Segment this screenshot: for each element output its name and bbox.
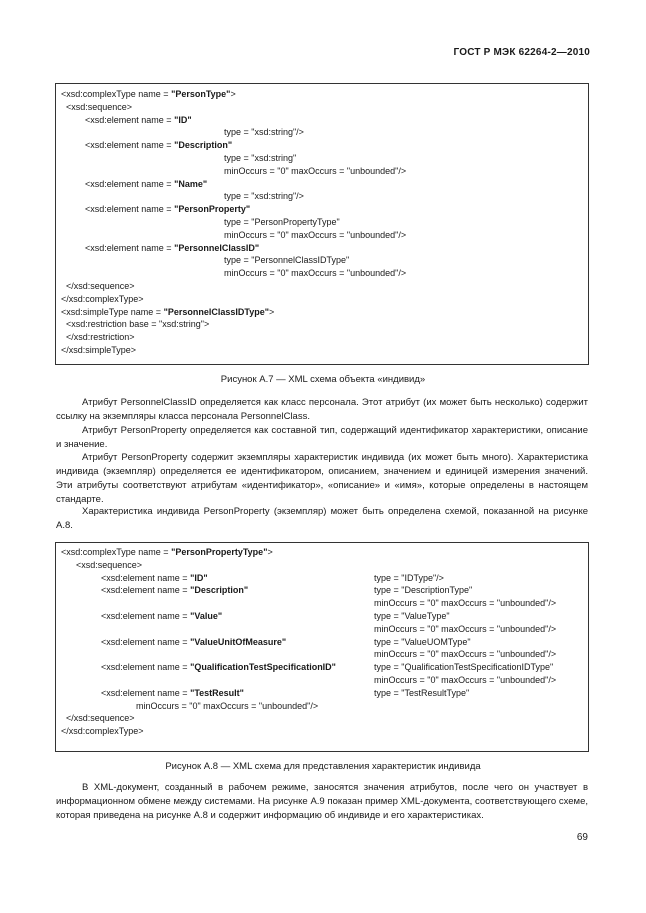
code-fragment: </xsd:sequence> <box>66 280 135 291</box>
code-line <box>56 572 588 585</box>
paragraph: Характеристика индивида PersonProperty (экземпляр) может быть определена схемой, показанной на рисунке А.8. <box>56 506 588 531</box>
code-type-declaration: type = "IDType"/> <box>374 572 444 583</box>
code-type-declaration: minOccurs = "0" maxOccurs = "unbounded"/> <box>374 598 557 609</box>
code-line-text <box>85 242 259 255</box>
code-fragment: <xsd:complexType name = <box>61 89 172 99</box>
code-line <box>56 178 588 191</box>
paragraph: Атрибут PersonProperty содержит экземпляры характеристик индивида (их может быть много). Характеристика индивида (экземпляр) определяется ее идентификатором, описанием, значением и единицей измерения значений. Эти атрибуты соответствуют атрибутам «идентификатор», «описание» и «имя», которые определены в настоящем стандарте. <box>56 452 588 505</box>
code-line <box>56 114 588 127</box>
code-line <box>56 344 588 357</box>
code-fragment: > <box>267 547 273 557</box>
code-line <box>56 712 588 725</box>
code-type-declaration: type = "DescriptionType" <box>374 585 473 596</box>
code-fragment: minOccurs = "0" maxOccurs = "unbounded"/> <box>224 229 407 240</box>
code-type-declaration: minOccurs = "0" maxOccurs = "unbounded"/> <box>374 623 557 634</box>
code-fragment: <xsd:sequence> <box>76 559 143 570</box>
figure-a7-caption: Рисунок А.7 — XML схема объекта «индивид» <box>220 374 426 385</box>
code-line <box>56 318 588 331</box>
code-line-text <box>101 610 222 623</box>
code-fragment: </xsd:simpleType> <box>61 344 137 355</box>
code-fragment: <xsd:simpleType name = <box>61 306 164 317</box>
code-line-text <box>61 344 136 357</box>
code-fragment: <xsd:element name = <box>85 242 175 253</box>
code-line <box>56 229 588 242</box>
code-fragment: <xsd:restriction base = "xsd:string"> <box>66 319 210 330</box>
code-fragment: type = "PersonnelClassIDType" <box>224 255 350 266</box>
code-line-text <box>101 584 248 597</box>
code-line-text <box>61 546 273 559</box>
code-fragment: <xsd:element name = <box>101 636 191 647</box>
code-attribute-value: "PersonType" <box>171 89 231 99</box>
code-line-text <box>101 687 244 700</box>
code-fragment: type = "xsd:string"/> <box>224 127 304 138</box>
code-attribute-value: "QualificationTestSpecificationID" <box>190 662 336 673</box>
code-line <box>56 648 588 661</box>
code-line <box>56 216 588 229</box>
code-fragment: type = "PersonPropertyType" <box>224 216 340 227</box>
code-attribute-value: "PersonProperty" <box>174 204 251 215</box>
code-fragment: <xsd:complexType name = <box>61 547 172 557</box>
code-fragment: <xsd:element name = <box>101 687 191 698</box>
xml-schema-figure-a8 <box>55 542 589 752</box>
code-line-text <box>224 165 406 178</box>
code-line-text <box>66 331 135 344</box>
code-line-text <box>224 229 406 242</box>
code-line <box>56 139 588 152</box>
code-line <box>56 584 588 597</box>
code-line-text <box>61 293 144 306</box>
code-line <box>56 546 588 559</box>
code-line-text <box>101 572 208 585</box>
code-attribute-value: "Description" <box>174 140 233 151</box>
code-line-text <box>66 712 135 725</box>
paragraph: Атрибут PersonProperty определяется как составной тип, содержащий идентификатор характеристики, описание и значение. <box>56 425 588 450</box>
figure-a8-caption: Рисунок А.8 — XML схема для представления характеристик индивида <box>165 761 481 772</box>
code-line-text <box>76 559 142 572</box>
code-line <box>56 597 588 610</box>
code-fragment: </xsd:sequence> <box>66 713 135 724</box>
code-fragment: </xsd:complexType> <box>61 293 144 304</box>
code-line-text <box>66 101 132 114</box>
code-fragment: minOccurs = "0" maxOccurs = "unbounded"/> <box>136 700 319 711</box>
code-line <box>56 636 588 649</box>
code-line-text <box>224 126 304 139</box>
code-type-declaration: minOccurs = "0" maxOccurs = "unbounded"/> <box>374 649 557 660</box>
paragraph: В XML-документ, созданный в рабочем режиме, заносятся значения атрибутов, после чего он участвует в информационном обмене между системами. На рисунке А.9 показан пример XML-документа, соответствующего схеме, которая приведена на рисунке А.8 и содержит информацию об индивиде и его характеристиках. <box>56 782 588 821</box>
code-line <box>56 267 588 280</box>
code-fragment: type = "xsd:string"/> <box>224 191 304 202</box>
page-number: 69 <box>576 832 588 843</box>
xml-schema-figure-a7 <box>55 83 589 365</box>
code-fragment: <xsd:element name = <box>85 178 175 189</box>
code-line-text <box>136 700 318 713</box>
code-attribute-value: "Name" <box>174 178 208 189</box>
code-fragment: <xsd:element name = <box>85 204 175 215</box>
code-line <box>56 610 588 623</box>
code-fragment: minOccurs = "0" maxOccurs = "unbounded"/> <box>224 268 407 279</box>
code-fragment: <xsd:element name = <box>101 662 191 673</box>
code-line-text <box>224 152 296 165</box>
code-type-declaration: type = "QualificationTestSpecificationIDType" <box>374 662 554 673</box>
code-line <box>56 101 588 114</box>
paragraph: Атрибут PersonnelClassID определяется как класс персонала. Этот атрибут (их может быть несколько) содержит ссылку на экземпляры класса персонала PersonnelClass. <box>56 397 588 422</box>
code-fragment: <xsd:element name = <box>85 140 175 151</box>
code-line <box>56 242 588 255</box>
code-attribute-value: "PersonnelClassIDType" <box>163 306 269 317</box>
code-fragment: > <box>230 89 236 99</box>
code-line-text <box>101 636 286 649</box>
code-line <box>56 559 588 572</box>
code-fragment: <xsd:sequence> <box>66 101 133 112</box>
code-fragment: </xsd:complexType> <box>61 726 144 737</box>
code-line-text <box>61 725 144 738</box>
code-line-text <box>224 267 406 280</box>
code-attribute-value: "TestResult" <box>190 687 244 698</box>
code-type-declaration: type = "ValueUOMType" <box>374 636 471 647</box>
code-line-text <box>61 306 274 319</box>
code-type-declaration: minOccurs = "0" maxOccurs = "unbounded"/> <box>374 674 557 685</box>
code-attribute-value: "PersonPropertyType" <box>171 547 268 557</box>
code-fragment: <xsd:element name = <box>85 114 175 125</box>
code-line-text <box>101 661 336 674</box>
code-fragment: <xsd:element name = <box>101 585 191 596</box>
code-line <box>56 254 588 267</box>
code-line <box>56 190 588 203</box>
code-line-text <box>224 190 304 203</box>
code-line-text <box>85 139 232 152</box>
code-attribute-value: "ID" <box>174 114 192 125</box>
code-line-text <box>66 280 135 293</box>
code-fragment: minOccurs = "0" maxOccurs = "unbounded"/> <box>224 165 407 176</box>
code-attribute-value: "ValueUnitOfMeasure" <box>190 636 287 647</box>
code-line-text <box>224 254 349 267</box>
code-fragment: </xsd:restriction> <box>66 332 135 343</box>
code-line <box>56 280 588 293</box>
code-line <box>56 293 588 306</box>
code-line-text <box>61 88 236 101</box>
code-type-declaration: type = "ValueType" <box>374 610 450 621</box>
code-fragment: > <box>268 306 275 317</box>
code-line-text <box>66 318 209 331</box>
code-attribute-value: "ID" <box>190 572 208 583</box>
code-fragment: <xsd:element name = <box>101 572 191 583</box>
code-line <box>56 152 588 165</box>
document-header: ГОСТ Р МЭК 62264-2—2010 <box>453 47 590 58</box>
code-line <box>56 88 588 101</box>
code-line-text <box>85 114 192 127</box>
code-line-text <box>85 178 207 191</box>
code-line <box>56 203 588 216</box>
code-line <box>56 674 588 687</box>
code-type-declaration: type = "TestResultType" <box>374 687 470 698</box>
code-attribute-value: "Description" <box>190 585 249 596</box>
code-line <box>56 126 588 139</box>
code-line-text <box>85 203 250 216</box>
code-attribute-value: "PersonnelClassID" <box>174 242 260 253</box>
code-fragment: type = "xsd:string" <box>224 152 297 163</box>
code-line <box>56 687 588 700</box>
code-attribute-value: "Value" <box>190 610 223 621</box>
code-line <box>56 331 588 344</box>
code-line-text <box>224 216 340 229</box>
code-line <box>56 306 588 319</box>
code-line <box>56 661 588 674</box>
code-line <box>56 623 588 636</box>
code-fragment: <xsd:element name = <box>101 610 191 621</box>
code-line <box>56 700 588 713</box>
code-line <box>56 725 588 738</box>
code-line <box>56 165 588 178</box>
